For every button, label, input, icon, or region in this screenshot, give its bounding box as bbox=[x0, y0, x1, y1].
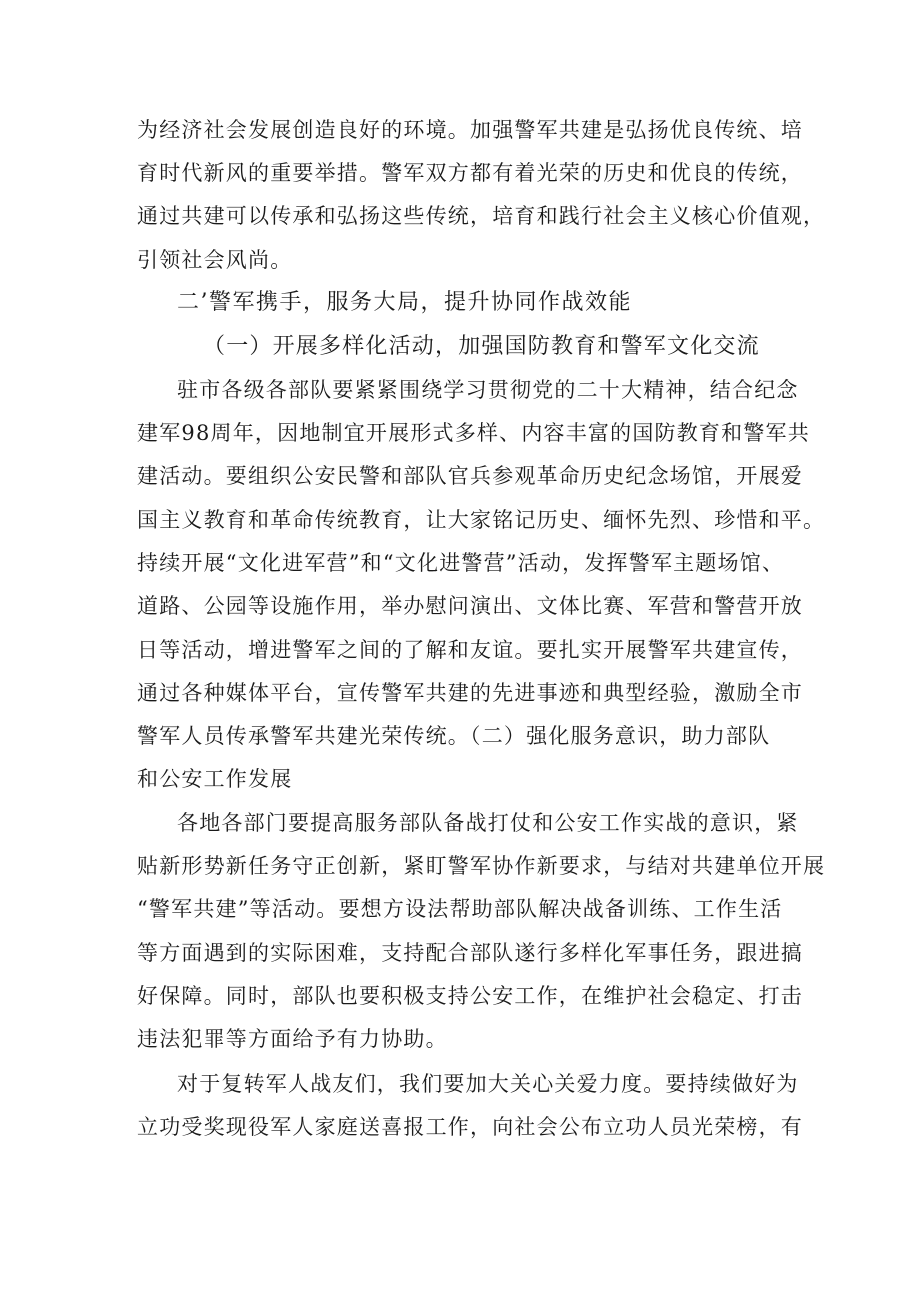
body-text-line: “警军共建”等活动。要想方设法帮助部队解决战备训练、工作生活 bbox=[137, 897, 783, 921]
body-text-line: 国主义教育和革命传统教育，让大家铭记历史、缅怀先烈、珍惜和平。 bbox=[137, 508, 826, 532]
body-text-line: 贴新形势新任务守正创新，紧盯警军协作新要求，与结对共建单位开展 bbox=[137, 854, 826, 878]
body-text-line: 和公安工作发展 bbox=[137, 767, 293, 791]
body-text-line: 违法犯罪等方面给予有力协助。 bbox=[137, 1027, 448, 1051]
body-text-line: 建活动。要组织公安民警和部队官兵参观革命历史纪念场馆，开展爱 bbox=[137, 464, 803, 488]
body-text-line: 道路、公园等设施作用，举办慰问演出、文体比赛、军营和警营开放 bbox=[137, 594, 803, 618]
body-text-line: 建军98周年，因地制宜开展形式多样、内容丰富的国防教育和警军共 bbox=[137, 421, 810, 445]
body-text-line: 通过各种媒体平台，宣传警军共建的先进事迹和典型经验，激励全市 bbox=[137, 681, 803, 705]
body-text-line: 各地各部门要提高服务部队备战打仗和公安工作实战的意识，紧 bbox=[177, 811, 799, 835]
body-text-line: 通过共建可以传承和弘扬这些传统，培育和践行社会主义核心价值观， bbox=[137, 204, 826, 228]
section-heading: 二’警军携手，服务大局，提升协同作战效能 bbox=[177, 290, 632, 315]
body-text-line: 警军人员传承警军共建光荣传统。（二）强化服务意识，助力部队 bbox=[137, 724, 771, 748]
body-text-line: 立功受奖现役军人家庭送喜报工作，向社会公布立功人员光荣榜，有 bbox=[137, 1115, 803, 1139]
body-text-line: 育时代新风的重要举措。警军双方都有着光荣的历史和优良的传统， bbox=[137, 161, 803, 185]
body-text-line: 对于复转军人战友们，我们要加大关心关爱力度。要持续做好为 bbox=[177, 1072, 799, 1096]
body-text-line: 引领社会风尚。 bbox=[137, 248, 293, 272]
body-text-line: 日等活动，增进警军之间的了解和友谊。要扎实开展警军共建宣传， bbox=[137, 638, 803, 662]
body-text-line: 驻市各级各部队要紧紧围绕学习贯彻党的二十大精神，结合纪念 bbox=[177, 378, 799, 402]
body-text-line: 等方面遇到的实际困难，支持配合部队遂行多样化军事任务，跟进搞 bbox=[137, 941, 803, 965]
body-text-line: 为经济社会发展创造良好的环境。加强警军共建是弘扬优良传统、培 bbox=[137, 118, 803, 142]
body-text-line: 好保障。同时，部队也要积极支持公安工作，在维护社会稳定、打击 bbox=[137, 984, 803, 1008]
body-text-line: 持续开展“文化进军营”和“文化进警营”活动，发挥警军主题场馆、 bbox=[137, 551, 785, 575]
subsection-heading: （一）开展多样化活动，加强国防教育和警军文化交流 bbox=[203, 334, 760, 359]
